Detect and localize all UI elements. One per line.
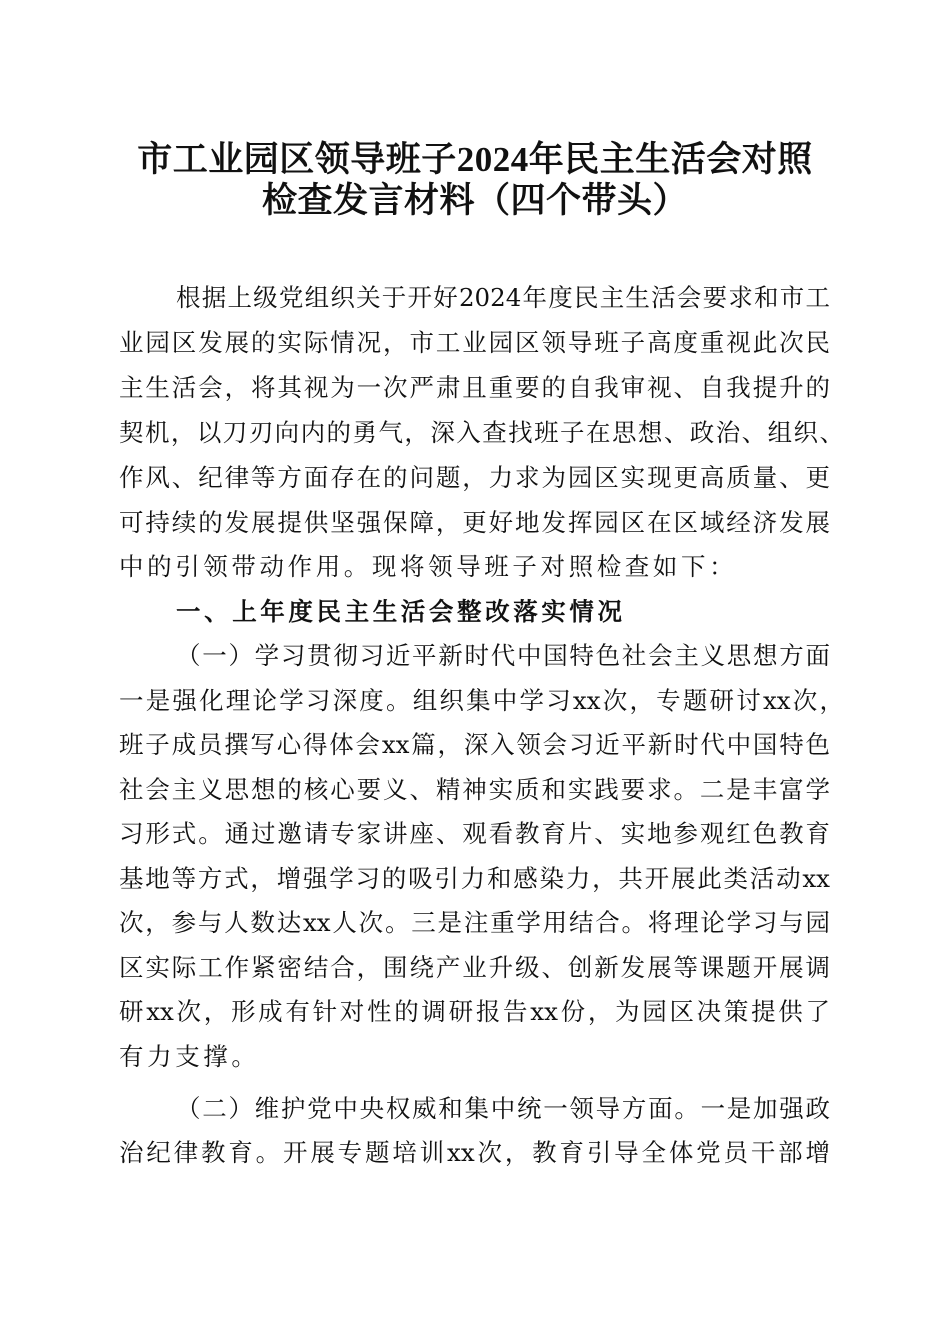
paragraph-line: 次，参与人数达xx人次。三是注重学用结合。将理论学习与园 [119, 908, 830, 937]
paragraph-line: 可持续的发展提供坚强保障，更好地发挥园区在区域经济发展 [119, 508, 830, 537]
paragraph-line: （二）维护党中央权威和集中统一领导方面。一是加强政 [176, 1094, 830, 1123]
paragraph-line: 主生活会，将其视为一次严肃且重要的自我审视、自我提升的 [119, 373, 830, 402]
section-heading: 一、上年度民主生活会整改落实情况 [176, 597, 626, 626]
paragraph-line: 一是强化理论学习深度。组织集中学习xx次，专题研讨xx次， [119, 686, 844, 715]
paragraph-line: 中的引领带动作用。现将领导班子对照检查如下： [119, 552, 738, 581]
paragraph-line: 作风、纪律等方面存在的问题，力求为园区实现更高质量、更 [119, 463, 830, 492]
paragraph-line: 区实际工作紧密结合，围绕产业升级、创新发展等课题开展调 [119, 953, 830, 982]
paragraph-line: 习形式。通过邀请专家讲座、观看教育片、实地参观红色教育 [119, 819, 830, 848]
paragraph-line: 契机，以刀刃向内的勇气，深入查找班子在思想、政治、组织、 [119, 418, 844, 447]
paragraph-line: 业园区发展的实际情况，市工业园区领导班子高度重视此次民 [119, 328, 830, 357]
paragraph-line: 根据上级党组织关于开好2024年度民主生活会要求和市工 [176, 283, 830, 312]
paragraph-line: 治纪律教育。开展专题培训xx次，教育引导全体党员干部增 [119, 1138, 830, 1167]
paragraph-line: 社会主义思想的核心要义、精神实质和实践要求。二是丰富学 [119, 775, 830, 804]
paragraph-line: 有力支撑。 [119, 1042, 260, 1071]
paragraph-line: （一）学习贯彻习近平新时代中国特色社会主义思想方面 [176, 641, 830, 670]
paragraph-line: 班子成员撰写心得体会xx篇，深入领会习近平新时代中国特色 [119, 730, 830, 759]
document-title-line-2: 检查发言材料（四个带头） [261, 181, 688, 220]
paragraph-line: 基地等方式，增强学习的吸引力和感染力，共开展此类活动xx [119, 864, 830, 893]
paragraph-line: 研xx次，形成有针对性的调研报告xx份，为园区决策提供了 [119, 997, 830, 1026]
document-title-line-1: 市工业园区领导班子2024年民主生活会对照 [137, 140, 813, 179]
